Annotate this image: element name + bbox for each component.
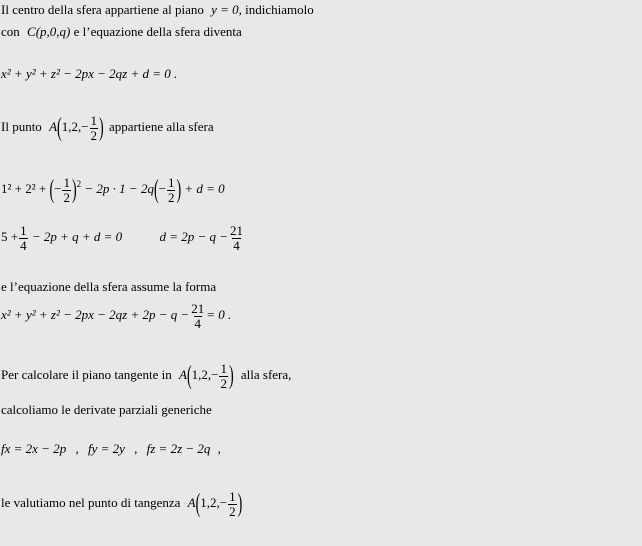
- fraction-21-4-2: $\frac{21}{4}$: [191, 300, 205, 331]
- tangent-plane-line: Per calcolare il piano tangente in A(1,2,− $\frac{1}{2}$ ) alla sfera,: [1, 360, 292, 392]
- point-text-b: appartiene alla sfera: [108, 119, 214, 134]
- evaluation-line: le valutiamo nel punto di tangenza A(1,2,− $\frac{1}{2}$ ): [1, 488, 243, 520]
- sphere-equation: x² + y² + z² − 2px − 2qz + d = 0 .: [1, 66, 178, 81]
- point-label-3: A: [187, 495, 196, 510]
- fraction-half-2: $\frac{1}{2}$: [63, 174, 70, 205]
- point-label: A: [49, 119, 58, 134]
- derivative-fx: fx = 2x − 2p: [1, 441, 67, 456]
- derivative-fy: fy = 2y: [87, 441, 125, 456]
- text-line-1: [1, 2, 314, 18]
- tangent-text-b: alla sfera,: [240, 367, 292, 382]
- text-line-derivatives: calcoliamo le derivate parziali generiche: [1, 402, 212, 417]
- line1-text-a: Il centro della sfera appartiene al piano: [1, 2, 204, 17]
- partial-derivatives: fx = 2x − 2p , fy = 2y , fz = 2z − 2q ,: [1, 441, 221, 456]
- center-point: C(p,0,q): [27, 24, 71, 39]
- text-line-2: [1, 24, 242, 40]
- plane-equation: y = 0: [211, 2, 239, 17]
- subst-c: + d = 0: [184, 181, 225, 196]
- tangent-text-a: Per calcolare il piano tangente in: [1, 367, 172, 382]
- derivative-fz: fz = 2z − 2q: [146, 441, 211, 456]
- subst-a: 1² + 2² +: [1, 181, 50, 196]
- simp-b: − 2p + q + d = 0: [31, 229, 123, 244]
- simplified-equation: [1, 220, 245, 254]
- subst-b: − 2p · 1 − 2q: [84, 181, 154, 196]
- sphere-equation-2: [1, 298, 231, 332]
- eval-text: le valutiamo nel punto di tangenza: [1, 495, 181, 510]
- line1-text-b: , indichiamolo: [238, 2, 314, 17]
- fraction-quarter: $\frac{1}{4}$: [20, 222, 27, 253]
- substitution-equation: 1² + 2² + (− $\frac{1}{2}$ )$^2$ − 2p · 1 − 2q(− $\frac{1}{2}$ ) + d = 0: [1, 174, 225, 206]
- fraction-half-3: $\frac{1}{2}$: [167, 174, 175, 205]
- fraction-21-4: $\frac{21}{4}$: [230, 222, 244, 253]
- point-coords-3: 1,2,−: [200, 495, 228, 510]
- fraction-half-4: $\frac{1}{2}$: [220, 360, 227, 391]
- point-label-2: A: [178, 367, 187, 382]
- sphere2-b: = 0 .: [206, 307, 232, 322]
- line2-text-b: e l’equazione della sfera diventa: [70, 24, 242, 39]
- point-coords-2: 1,2,−: [191, 367, 219, 382]
- point-text-a: Il punto: [1, 119, 42, 134]
- line2-text-a: con: [1, 24, 20, 39]
- simp-a: 5 +: [1, 229, 19, 244]
- fraction-half-5: $\frac{1}{2}$: [229, 488, 236, 519]
- point-line: Il punto A(1,2,− $\frac{1}{2}$ ) appartiene alla sfera: [1, 112, 214, 144]
- d-equation: d = 2p − q −: [159, 229, 229, 244]
- point-coords: 1,2,−: [61, 119, 89, 134]
- text-line-form: e l’equazione della sfera assume la forma: [1, 279, 217, 294]
- sphere2-a: x² + y² + z² − 2px − 2qz + 2p − q −: [1, 307, 190, 322]
- fraction-half: $\frac{1}{2}$: [90, 112, 98, 143]
